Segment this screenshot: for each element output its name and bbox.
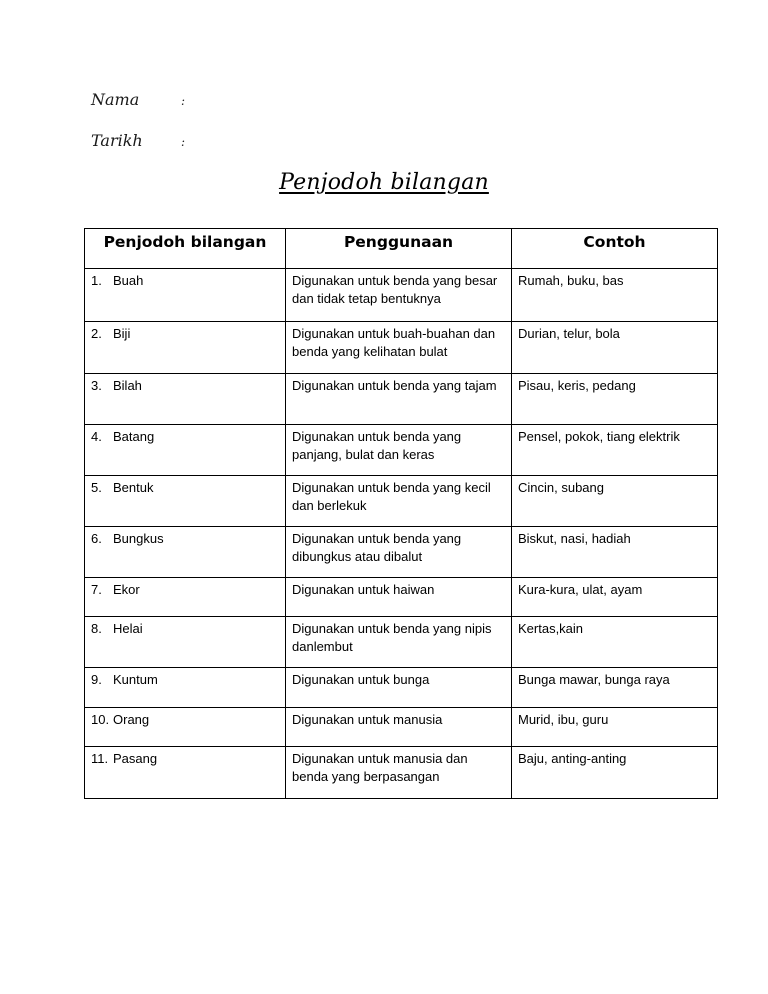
usage-cell: Digunakan untuk manusia dan benda yang berpasangan xyxy=(286,747,512,799)
table-row xyxy=(85,374,718,425)
header-classifier: Penjodoh bilangan xyxy=(85,229,286,269)
date-colon: : xyxy=(181,135,186,149)
usage-cell: Digunakan untuk bunga xyxy=(286,668,512,708)
classifier-cell xyxy=(85,322,286,374)
row-number: 9. xyxy=(91,672,102,687)
row-number: 5. xyxy=(91,480,102,495)
row-number: 11. xyxy=(91,751,109,766)
usage-cell: Digunakan untuk benda yang kecil dan berlekuk xyxy=(286,476,512,527)
classifier-word: Batang xyxy=(113,429,155,444)
row-number: 6. xyxy=(91,531,102,546)
classifier-word: Buah xyxy=(113,273,144,288)
row-number: 10. xyxy=(91,712,110,727)
usage-cell: Digunakan untuk benda yang tajam xyxy=(286,374,512,425)
table-row xyxy=(85,578,718,617)
example-cell: Rumah, buku, bas xyxy=(512,269,718,322)
classifier-cell xyxy=(85,425,286,476)
row-number: 2. xyxy=(91,326,102,341)
table-row xyxy=(85,269,718,322)
classifier-cell xyxy=(85,617,286,668)
example-cell: Bunga mawar, bunga raya xyxy=(512,668,718,708)
classifier-word: Bilah xyxy=(113,378,142,393)
row-number: 3. xyxy=(91,378,102,393)
header-usage: Penggunaan xyxy=(286,229,512,269)
example-cell: Cincin, subang xyxy=(512,476,718,527)
example-cell: Pensel, pokok, tiang elektrik xyxy=(512,425,718,476)
row-number: 7. xyxy=(91,582,102,597)
table-row xyxy=(85,425,718,476)
usage-cell: Digunakan untuk manusia xyxy=(286,708,512,747)
example-cell: Kura-kura, ulat, ayam xyxy=(512,578,718,617)
classifier-word: Orang xyxy=(113,712,150,727)
classifier-word: Kuntum xyxy=(113,672,158,687)
usage-cell: Digunakan untuk benda yang panjang, bulat dan keras xyxy=(286,425,512,476)
name-field xyxy=(91,90,185,109)
classifier-word: Helai xyxy=(113,621,143,636)
example-cell: Pisau, keris, pedang xyxy=(512,374,718,425)
example-cell: Baju, anting-anting xyxy=(512,747,718,799)
classifier-word: Ekor xyxy=(113,582,140,597)
row-number: 4. xyxy=(91,429,102,444)
table-row xyxy=(85,322,718,374)
classifier-cell xyxy=(85,269,286,322)
classifier-word: Bentuk xyxy=(113,480,154,495)
example-cell: Durian, telur, bola xyxy=(512,322,718,374)
classifier-word: Bungkus xyxy=(113,531,164,546)
date-field xyxy=(91,131,185,150)
name-label: Nama xyxy=(91,90,140,109)
row-number: 1. xyxy=(91,273,102,288)
classifier-cell xyxy=(85,578,286,617)
usage-cell: Digunakan untuk buah-buahan dan benda yang kelihatan bulat xyxy=(286,322,512,374)
classifier-cell xyxy=(85,476,286,527)
table-row xyxy=(85,668,718,708)
classifier-cell xyxy=(85,527,286,578)
name-colon: : xyxy=(181,94,186,108)
example-cell: Biskut, nasi, hadiah xyxy=(512,527,718,578)
date-label: Tarikh xyxy=(91,131,143,150)
row-number: 8. xyxy=(91,621,102,636)
usage-cell: Digunakan untuk benda yang besar dan tidak tetap bentuknya xyxy=(286,269,512,322)
classifier-cell xyxy=(85,374,286,425)
classifier-cell xyxy=(85,747,286,799)
classifier-word: Pasang xyxy=(113,751,158,766)
example-cell: Kertas,kain xyxy=(512,617,718,668)
classifier-word: Biji xyxy=(113,326,131,341)
table-header-row xyxy=(85,229,718,269)
table-row xyxy=(85,527,718,578)
example-cell: Murid, ibu, guru xyxy=(512,708,718,747)
table-row xyxy=(85,747,718,799)
usage-cell: Digunakan untuk haiwan xyxy=(286,578,512,617)
classifier-table xyxy=(84,228,718,799)
classifier-cell xyxy=(85,708,286,747)
usage-cell: Digunakan untuk benda yang nipis danlembut xyxy=(286,617,512,668)
page-title: Penjodoh bilangan xyxy=(279,170,489,195)
table-row xyxy=(85,476,718,527)
classifier-cell xyxy=(85,668,286,708)
table-row xyxy=(85,617,718,668)
usage-cell: Digunakan untuk benda yang dibungkus atau dibalut xyxy=(286,527,512,578)
table-row xyxy=(85,708,718,747)
header-example: Contoh xyxy=(512,229,718,269)
